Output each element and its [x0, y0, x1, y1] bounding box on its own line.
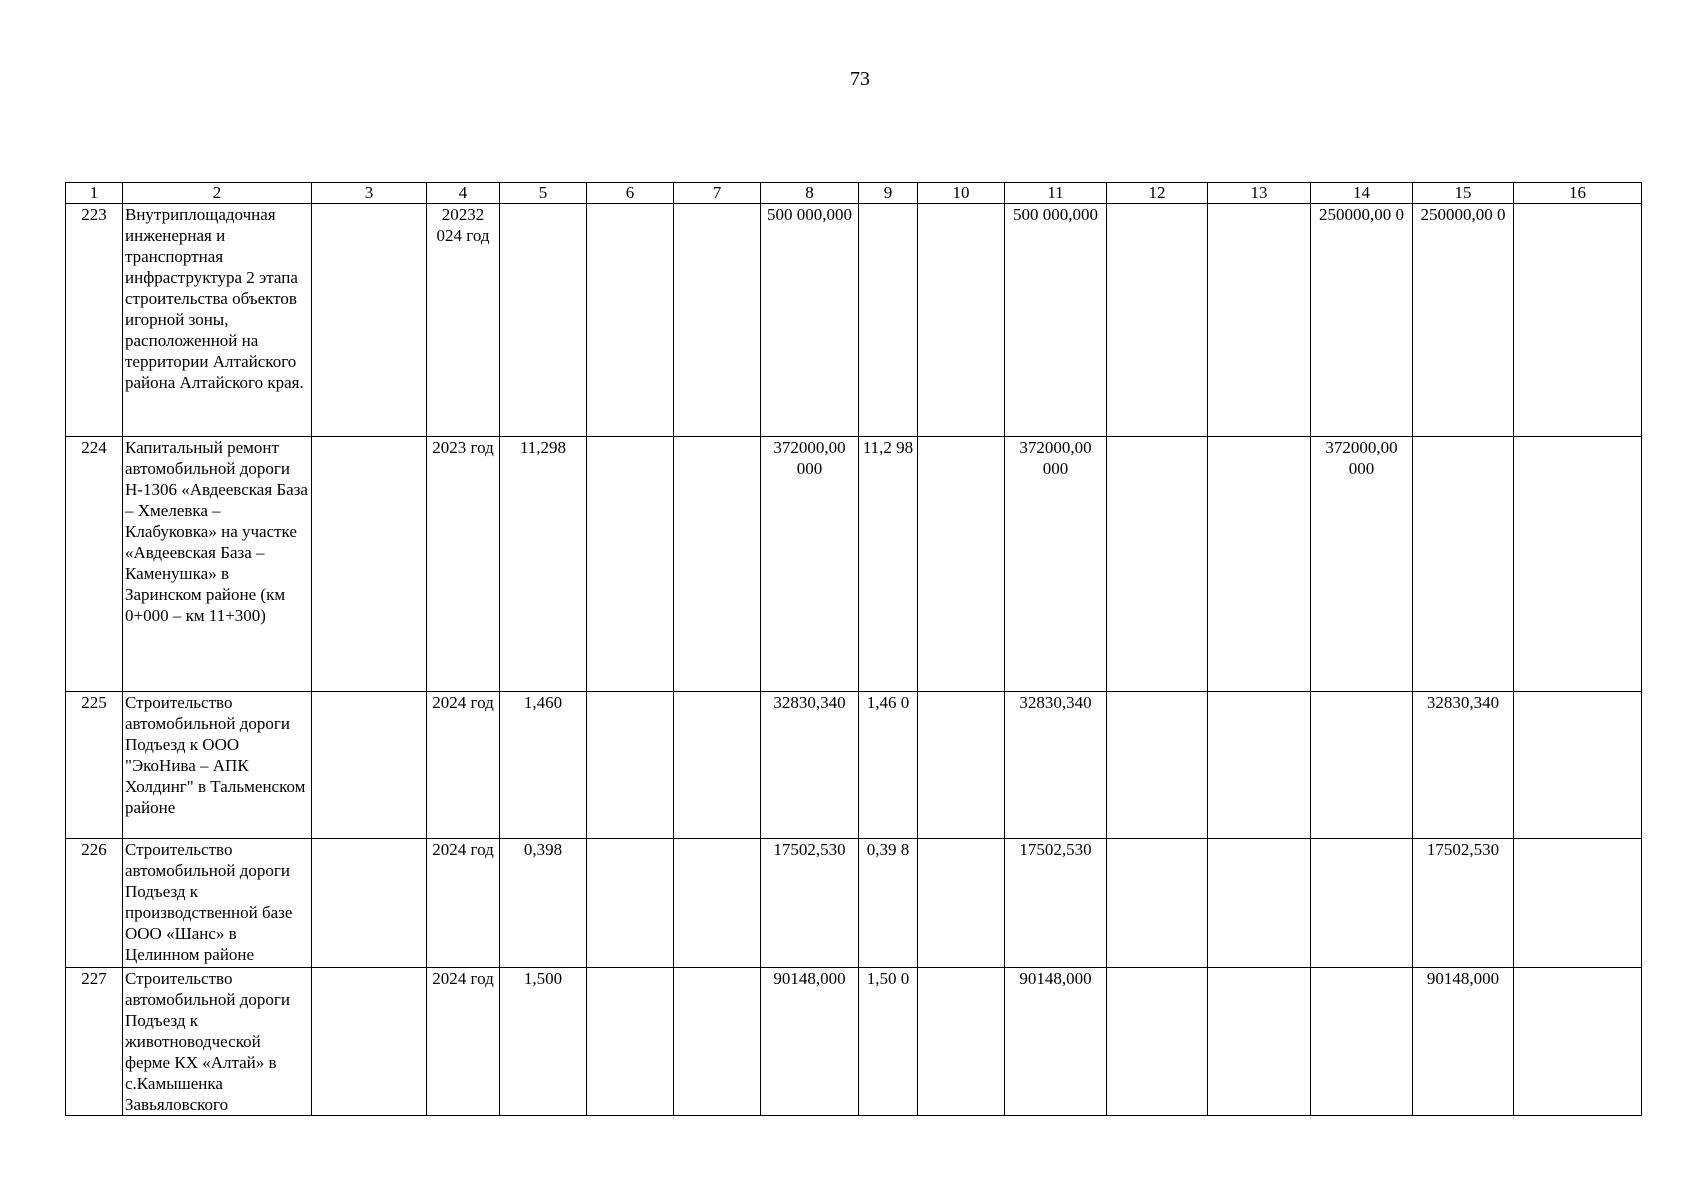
col12-cell: [1107, 968, 1208, 1116]
col7-cell: [674, 968, 761, 1116]
col8-cell: 90148,000: [761, 968, 859, 1116]
col12-cell: [1107, 692, 1208, 839]
row-number-cell: 226: [66, 839, 123, 968]
col9-cell: 11,2 98: [859, 437, 918, 692]
col9-cell: 1,46 0: [859, 692, 918, 839]
col15-cell: 90148,000: [1413, 968, 1514, 1116]
row-number-cell: 224: [66, 437, 123, 692]
col3-cell: [312, 968, 427, 1116]
col3-cell: [312, 437, 427, 692]
column-header-15: 15: [1413, 183, 1514, 204]
row-number-cell: 225: [66, 692, 123, 839]
column-header-11: 11: [1005, 183, 1107, 204]
col14-cell: 250000,00 0: [1311, 204, 1413, 437]
column-header-3: 3: [312, 183, 427, 204]
col14-cell: [1311, 968, 1413, 1116]
col15-cell: 250000,00 0: [1413, 204, 1514, 437]
col14-cell: [1311, 692, 1413, 839]
column-header-14: 14: [1311, 183, 1413, 204]
col10-cell: [918, 204, 1005, 437]
col13-cell: [1208, 839, 1311, 968]
col16-cell: [1514, 839, 1642, 968]
col3-cell: [312, 692, 427, 839]
col3-cell: [312, 204, 427, 437]
column-header-12: 12: [1107, 183, 1208, 204]
page-number: 73: [850, 68, 870, 90]
col8-cell: 17502,530: [761, 839, 859, 968]
year-cell: 2023 год: [427, 437, 500, 692]
column-header-8: 8: [761, 183, 859, 204]
col6-cell: [587, 437, 674, 692]
row-number-cell: 223: [66, 204, 123, 437]
year-cell: 2024 год: [427, 839, 500, 968]
object-name-cell: Строительство автомобильной дороги Подъезд к производственной базе ООО «Шанс» в Целинном районе: [123, 839, 312, 968]
col10-cell: [918, 839, 1005, 968]
col8-cell: 500 000,000: [761, 204, 859, 437]
column-header-4: 4: [427, 183, 500, 204]
table-row: [66, 437, 1642, 692]
col12-cell: [1107, 204, 1208, 437]
col14-cell: [1311, 839, 1413, 968]
col7-cell: [674, 204, 761, 437]
col13-cell: [1208, 968, 1311, 1116]
col11-cell: 500 000,000: [1005, 204, 1107, 437]
col3-cell: [312, 839, 427, 968]
col10-cell: [918, 437, 1005, 692]
col9-cell: 0,39 8: [859, 839, 918, 968]
column-header-2: 2: [123, 183, 312, 204]
column-header-7: 7: [674, 183, 761, 204]
col11-cell: 17502,530: [1005, 839, 1107, 968]
col6-cell: [587, 968, 674, 1116]
column-header-10: 10: [918, 183, 1005, 204]
table-row: [66, 839, 1642, 968]
col14-cell: 372000,00 000: [1311, 437, 1413, 692]
col5-cell: 1,500: [500, 968, 587, 1116]
object-name-cell: Капитальный ремонт автомобильной дороги Н-1306 «Авдеевская База – Хмелевка – Клабуковка» на участке «Авдеевская База – Каменушка» в Заринском районе (км 0+000 – км 11+300): [123, 437, 312, 692]
col16-cell: [1514, 692, 1642, 839]
col16-cell: [1514, 204, 1642, 437]
row-number-cell: 227: [66, 968, 123, 1116]
col6-cell: [587, 692, 674, 839]
year-cell: 20232 024 год: [427, 204, 500, 437]
col7-cell: [674, 839, 761, 968]
object-name-cell: Внутриплощадочная инженерная и транспортная инфраструктура 2 этапа строительства объектов игорной зоны, расположенной на территории Алтайского района Алтайского края.: [123, 204, 312, 437]
table-row: [66, 692, 1642, 839]
col13-cell: [1208, 692, 1311, 839]
column-header-13: 13: [1208, 183, 1311, 204]
col9-cell: [859, 204, 918, 437]
col11-cell: 32830,340: [1005, 692, 1107, 839]
col5-cell: 11,298: [500, 437, 587, 692]
column-header-5: 5: [500, 183, 587, 204]
col12-cell: [1107, 839, 1208, 968]
year-cell: 2024 год: [427, 692, 500, 839]
col7-cell: [674, 692, 761, 839]
col8-cell: 32830,340: [761, 692, 859, 839]
col12-cell: [1107, 437, 1208, 692]
col10-cell: [918, 968, 1005, 1116]
year-cell: 2024 год: [427, 968, 500, 1116]
col5-cell: [500, 204, 587, 437]
col13-cell: [1208, 437, 1311, 692]
col13-cell: [1208, 204, 1311, 437]
column-header-1: 1: [66, 183, 123, 204]
col8-cell: 372000,00 000: [761, 437, 859, 692]
column-header-6: 6: [587, 183, 674, 204]
data-table: [65, 182, 1642, 1116]
table-row: [66, 968, 1642, 1116]
col15-cell: 32830,340: [1413, 692, 1514, 839]
header-row: [66, 183, 1642, 204]
col5-cell: 1,460: [500, 692, 587, 839]
table-row: [66, 204, 1642, 437]
col15-cell: 17502,530: [1413, 839, 1514, 968]
object-name-cell: Строительство автомобильной дороги Подъезд к ООО "ЭкоНива – АПК Холдинг" в Тальменском районе: [123, 692, 312, 839]
col16-cell: [1514, 968, 1642, 1116]
col10-cell: [918, 692, 1005, 839]
col11-cell: 90148,000: [1005, 968, 1107, 1116]
column-header-16: 16: [1514, 183, 1642, 204]
col6-cell: [587, 839, 674, 968]
object-name-cell: Строительство автомобильной дороги Подъезд к животноводческой ферме КХ «Алтай» в с.Камышенка Завьяловского: [123, 968, 312, 1116]
column-header-9: 9: [859, 183, 918, 204]
col5-cell: 0,398: [500, 839, 587, 968]
col16-cell: [1514, 437, 1642, 692]
col11-cell: 372000,00 000: [1005, 437, 1107, 692]
col15-cell: [1413, 437, 1514, 692]
col7-cell: [674, 437, 761, 692]
col9-cell: 1,50 0: [859, 968, 918, 1116]
col6-cell: [587, 204, 674, 437]
